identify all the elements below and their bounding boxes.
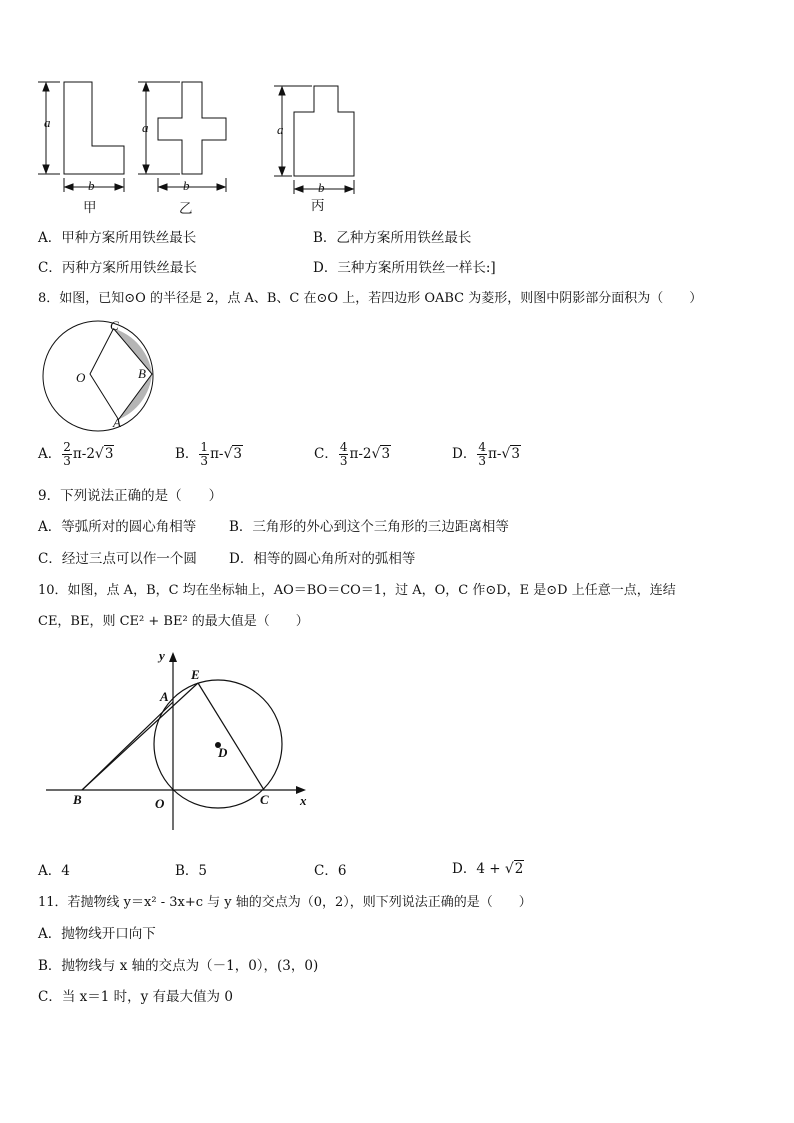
q10-option-c: C．6: [314, 863, 347, 879]
q11-option-a: A．抛物线开口向下: [38, 926, 156, 942]
dim-b-yi: b: [183, 178, 190, 193]
q9-option-d: D．相等的圆心角所对的弧相等: [229, 551, 416, 567]
q10-label-c: C: [260, 792, 269, 807]
q10-label-a: A: [160, 689, 169, 704]
label-jia: 甲: [83, 200, 97, 216]
q9-stem: 9．下列说法正确的是（ ）: [38, 488, 223, 504]
q9-option-a: A．等弧所对的圆心角相等: [38, 519, 197, 535]
q8-label-c: C: [110, 318, 119, 333]
q10-stem-line2: CE，BE，则 CE² + BE² 的最大值是（ ）: [38, 614, 309, 629]
figure-wire-shapes: [30, 70, 380, 220]
circle-o: [43, 321, 153, 431]
q7-option-c: C．丙种方案所用铁丝最长: [38, 260, 197, 276]
q10-stem-line1: 10．如图，点 A，B，C 均在坐标轴上，AO＝BO＝CO＝1，过 A，O，C 作⊙D，E 是⊙D 上任意一点，连结: [38, 583, 676, 598]
q10-label-b: B: [73, 792, 82, 807]
dim-b-jia: b: [88, 178, 95, 193]
q8-label-o: O: [76, 370, 86, 385]
dim-a-jia: a: [44, 115, 51, 130]
q8-label-a: A: [113, 415, 121, 430]
dim-a-bing: a: [277, 122, 284, 137]
segment-ba: [82, 702, 173, 790]
q10-label-e: E: [191, 667, 200, 682]
q10-option-a: A．4: [38, 863, 70, 879]
q7-option-a: A．甲种方案所用铁丝最长: [38, 230, 197, 246]
dim-b-bing: b: [318, 180, 325, 195]
q11-option-c: C．当 x＝1 时，y 有最大值为 0: [38, 989, 233, 1005]
q8-label-b: B: [138, 366, 146, 381]
label-bing: 丙: [311, 198, 325, 214]
shape-bing: [294, 86, 354, 176]
q8-option-c: C． $\frac{4}{3}$ π-2√3: [314, 440, 391, 468]
q11-stem: 11．若抛物线 y＝x² - 3x+c 与 y 轴的交点为（0，2），则下列说法正确的是（ ）: [38, 895, 532, 910]
q8-option-a: A． $\frac{2}{3}$ π-2√3: [38, 440, 114, 468]
q10-figure: [40, 648, 320, 838]
q7-option-b: B．乙种方案所用铁丝最长: [313, 230, 472, 246]
q10-label-o: O: [155, 796, 165, 811]
q8-stem: 8．如图，已知⊙O 的半径是 2，点 A、B、C 在⊙O 上，若四边形 OABC 为菱形，则图中阴影部分面积为（ ）: [38, 291, 703, 306]
q10-option-b: B．5: [175, 863, 208, 879]
label-yi: 乙: [179, 201, 193, 217]
dim-a-yi: a: [142, 120, 149, 135]
shape-yi: [158, 82, 226, 174]
y-axis-arrow: [169, 652, 177, 662]
q11-option-b: B．抛物线与 x 轴的交点为（－1，0），(3，0): [38, 958, 319, 974]
q10-option-d: D．4 + √2: [452, 861, 524, 877]
q10-label-y: y: [159, 648, 165, 663]
shape-jia: [64, 82, 124, 174]
q10-label-x: x: [300, 793, 307, 808]
q9-option-b: B．三角形的外心到这个三角形的三边距离相等: [229, 519, 509, 535]
q7-option-d: D．三种方案所用铁丝一样长:]: [313, 260, 496, 276]
q10-label-d: D: [218, 745, 228, 760]
q8-option-d: D． $\frac{4}{3}$ π-√3: [452, 440, 520, 468]
q8-option-b: B． $\frac{1}{3}$ π-√3: [175, 440, 243, 468]
segment-ec: [198, 683, 264, 790]
q9-option-c: C．经过三点可以作一个圆: [38, 551, 197, 567]
